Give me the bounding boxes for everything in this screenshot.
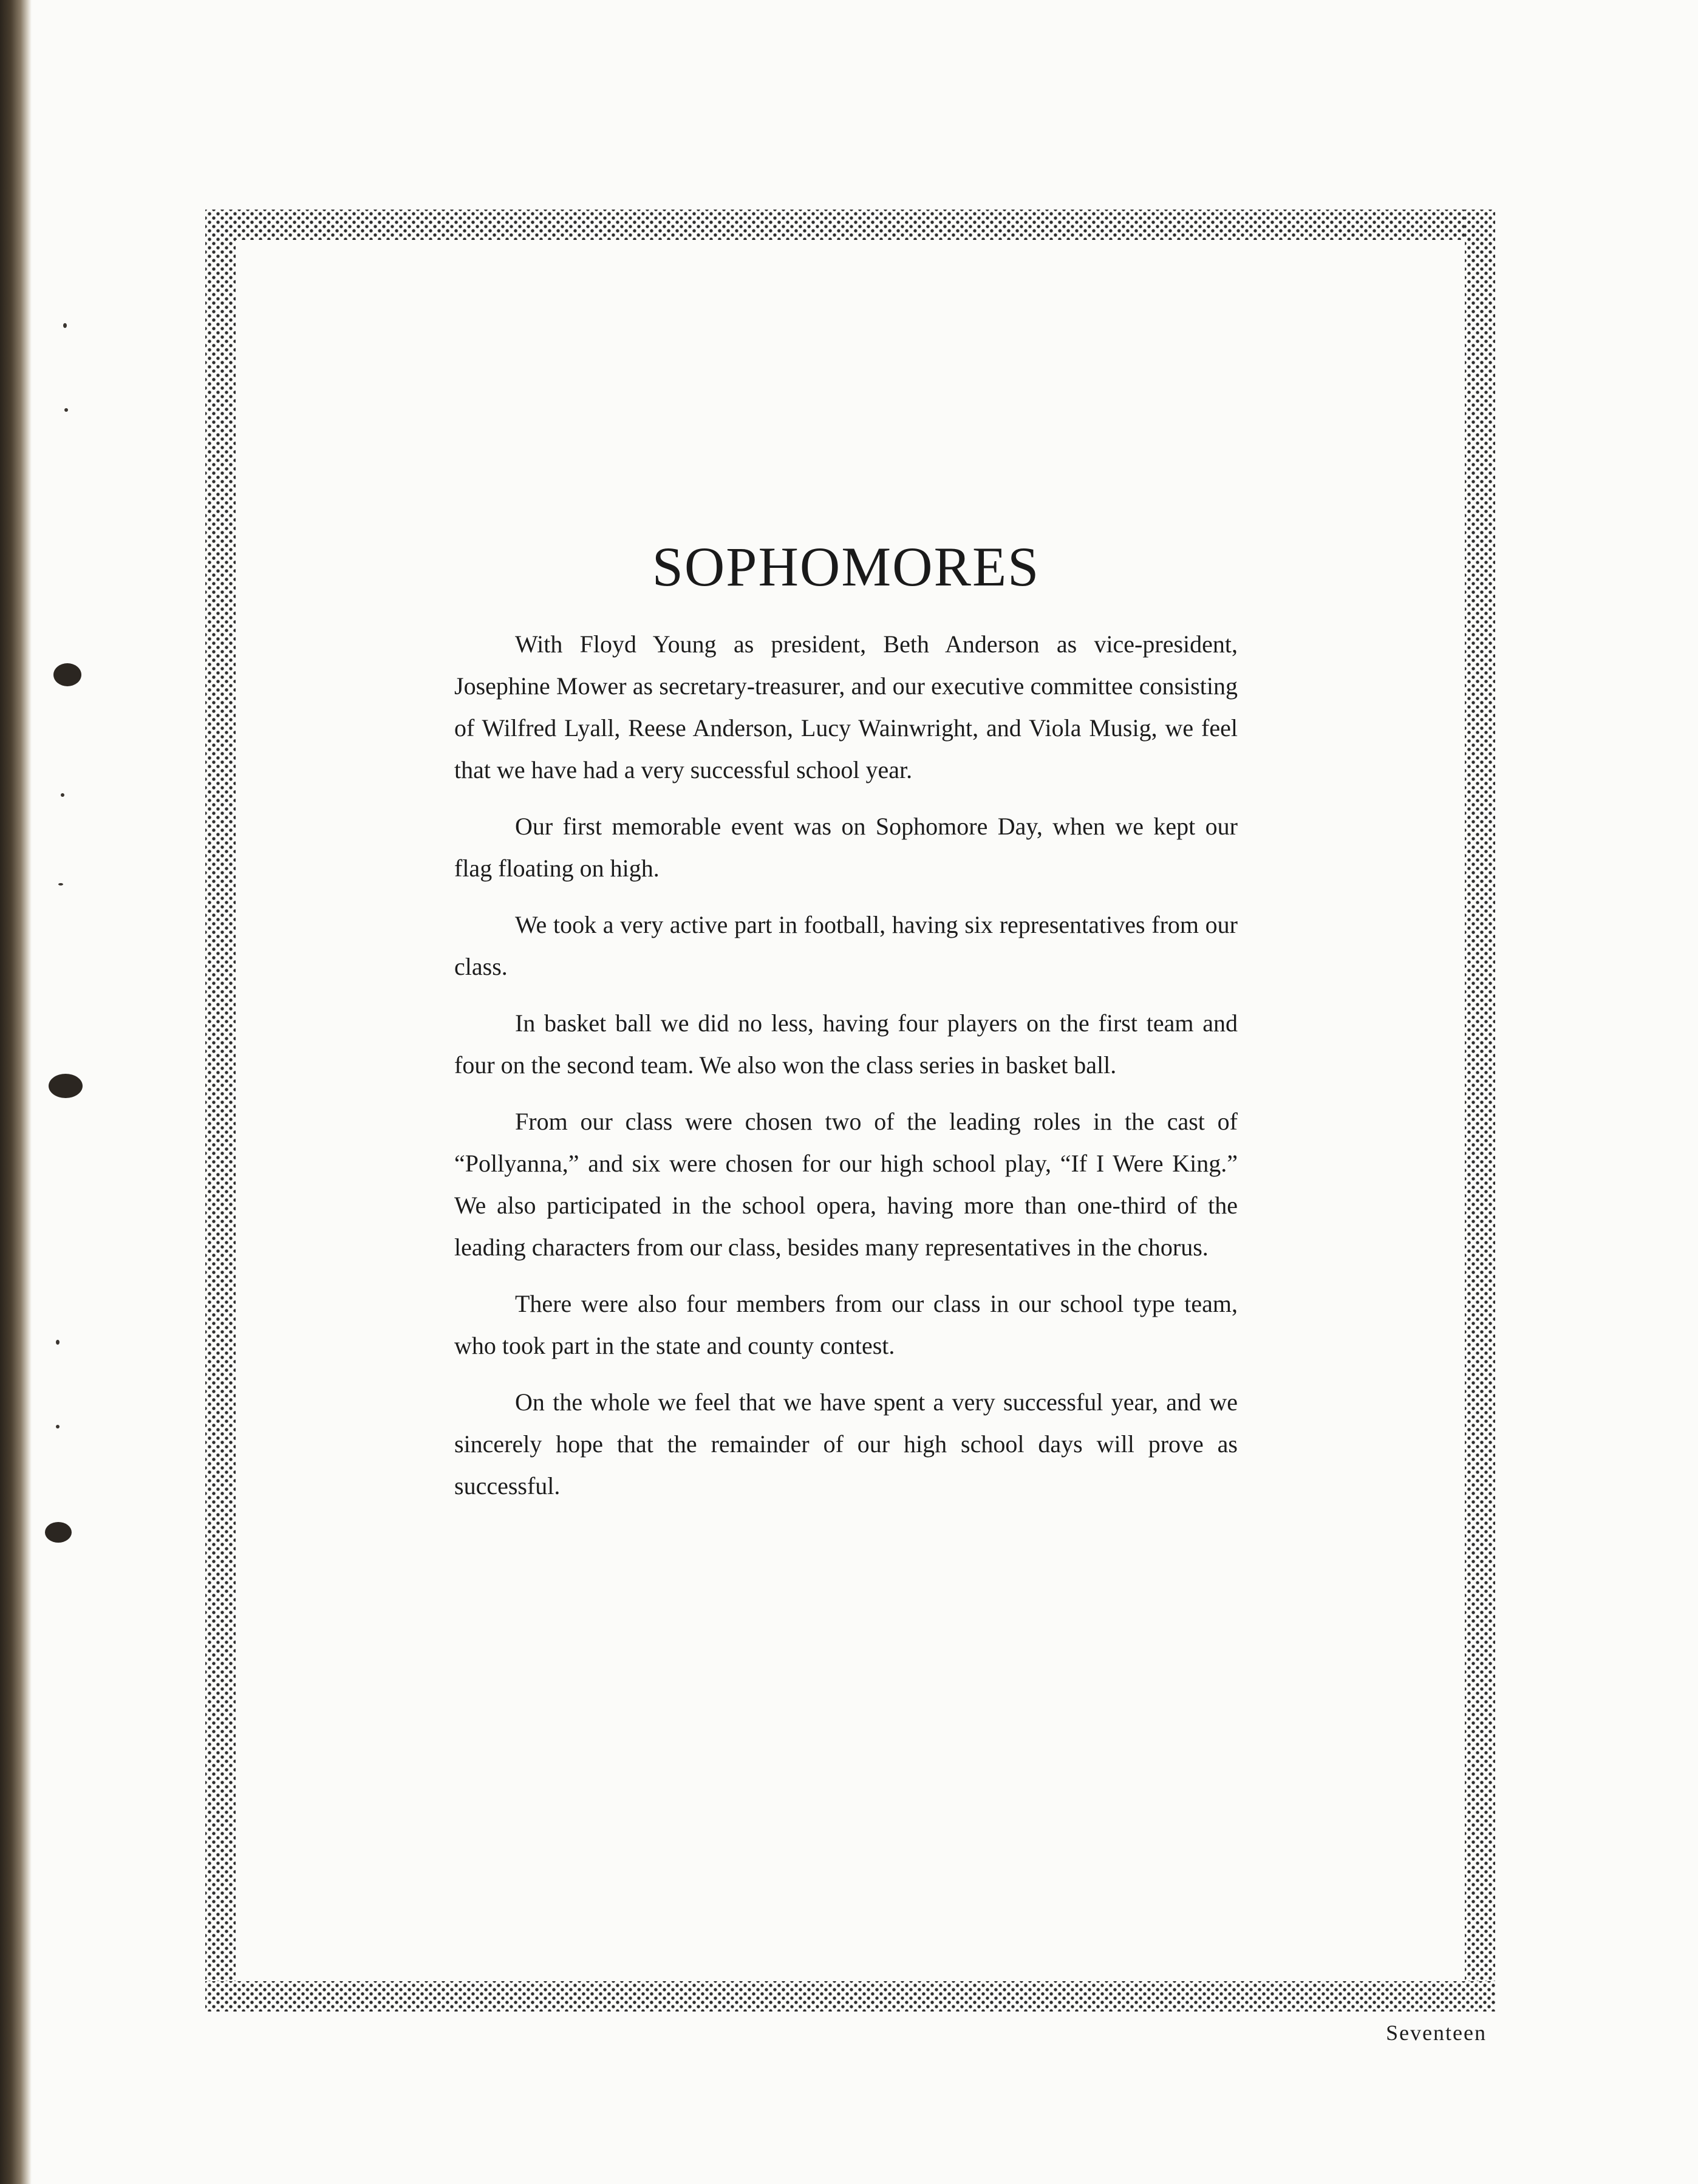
scan-speck xyxy=(64,408,68,412)
paragraph-football: We took a very active part in football, having six representatives from our class. xyxy=(454,911,1238,980)
decorative-border-right xyxy=(1465,210,1495,2012)
paragraph-sophomore-day: Our first memorable event was on Sophomore Day, when we kept our flag floating on high. xyxy=(454,813,1238,882)
binder-hole xyxy=(45,1522,72,1543)
binder-hole xyxy=(53,663,81,686)
article xyxy=(454,534,1238,1521)
scan-speck xyxy=(61,793,64,797)
scan-speck xyxy=(63,323,67,328)
paragraph-basketball: In basket ball we did no less, having four players on the first team and four on the second team. We also won the class series in basket ball. xyxy=(454,1009,1238,1079)
paragraph-conclusion: On the whole we feel that we have spent a very successful year, and we sincerely hope that the remainder of our high school days will prove as successful. xyxy=(454,1388,1238,1500)
scan-speck xyxy=(56,1425,60,1428)
page-title: SOPHOMORES xyxy=(652,536,1040,598)
page-number: Seventeen xyxy=(1386,2021,1487,2045)
binder-hole xyxy=(49,1074,83,1098)
decorative-border-bottom xyxy=(205,1981,1495,2012)
decorative-border-left xyxy=(205,210,236,2012)
scan-speck xyxy=(58,883,63,886)
decorative-border-top xyxy=(205,210,1495,240)
paragraph-plays-opera: From our class were chosen two of the leading roles in the cast of “Pollyanna,” and six were chosen for our high school play, “If I Were King.” We also participated in the school opera, having more than one-third of the leading characters from our class, besides many representatives in the chorus. xyxy=(454,1108,1238,1261)
scanned-page-edge xyxy=(0,0,32,2184)
paragraph-officers: With Floyd Young as president, Beth Anderson as vice-president, Josephine Mower as secretary-treasurer, and our executive committee consisting of Wilfred Lyall, Reese Anderson, Lucy Wainwright, and Viola Musig, we feel that we have had a very successful school year. xyxy=(454,630,1238,783)
paragraph-type-team: There were also four members from our class in our school type team, who took part in the state and county contest. xyxy=(454,1290,1238,1359)
scan-speck xyxy=(56,1340,60,1345)
